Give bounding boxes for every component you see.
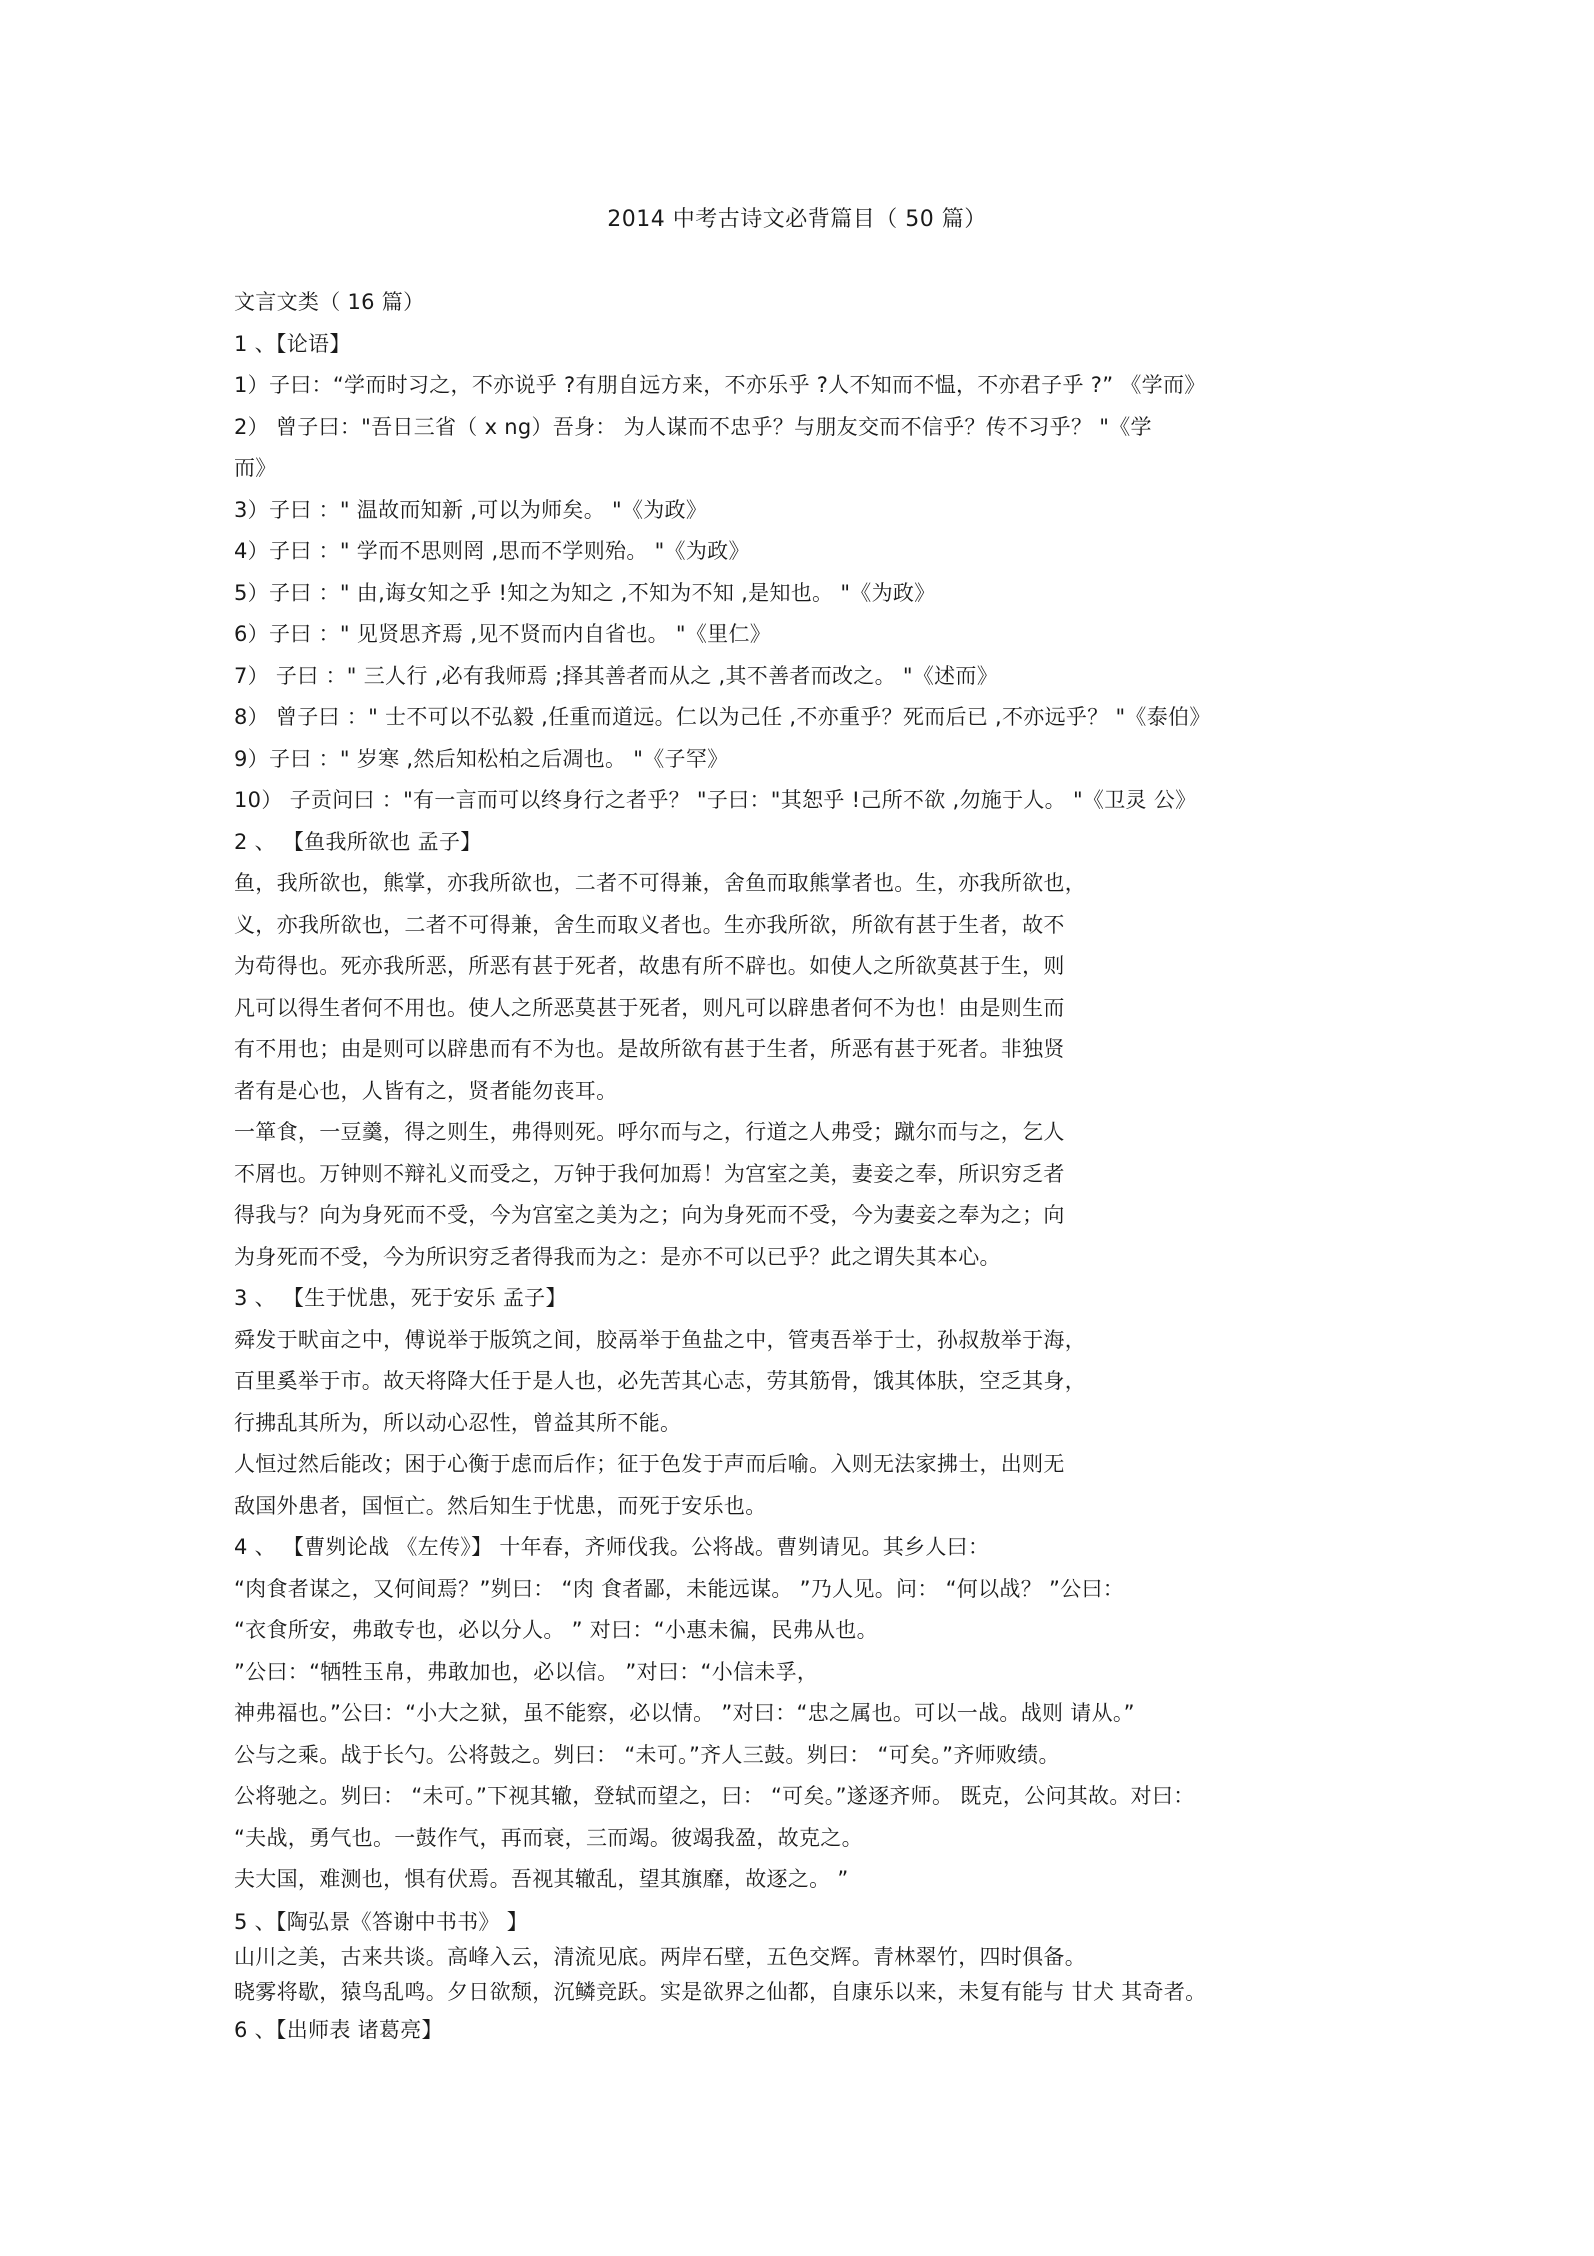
- text-line: 8） 曾子曰 ：" 士不可以不弘毅 ,任重而道远。仁以为己任 ,不亦重乎？死而后已 ,不亦远乎？ "《泰伯》: [234, 705, 1211, 729]
- text-line: “肉食者谋之，又何间焉？”刿曰： “肉 食者鄙，未能远谋。 ”乃人见。问： “何以战？ ”公曰：: [234, 1576, 1125, 1601]
- text-line: 凡可以得生者何不用也。使人之所恶莫甚于死者，则凡可以辟患者何不为也！由是则生而: [234, 995, 1065, 1020]
- text-line: 山川之美，古来共谈。高峰入云，清流见底。两岸石壁，五色交辉。青林翠竹，四时俱备。: [234, 1944, 1086, 1969]
- text-line: 夫大国，难测也，惧有伏焉。吾视其辙乱，望其旗靡，故逐之。 ”: [234, 1867, 849, 1891]
- text-line: 舜发于畎亩之中，傅说举于版筑之间，胶鬲举于鱼盐之中，管夷吾举于士，孙叔敖举于海，: [234, 1327, 1086, 1352]
- item-heading: 2 、 【鱼我所欲也 孟子】: [234, 829, 482, 854]
- document-title: 2014 中考古诗文必背篇目（ 50 篇）: [607, 207, 987, 232]
- text-line: 6）子曰 ：" 见贤思齐焉 ,见不贤而内自省也。 "《里仁》: [234, 622, 772, 646]
- text-line: 得我与？向为身死而不受，今为宫室之美为之；向为身死而不受，今为妻妾之奉为之；向: [234, 1203, 1065, 1227]
- text-line: 神弗福也。”公曰：“小大之狱，虽不能察，必以情。 ”对曰：“忠之属也。可以一战。战则 请从。”: [234, 1701, 1135, 1725]
- text-line: ”公曰：“牺牲玉帛，弗敢加也，必以信。 ”对曰：“小信未孚，: [234, 1659, 819, 1684]
- text-line: 7） 子曰 ：" 三人行 ,必有我师焉 ;择其善者而从之 ,其不善者而改之。 "《述而》: [234, 663, 999, 688]
- text-line: 3）子曰 ：" 温故而知新 ,可以为师矣。 "《为政》: [234, 497, 708, 522]
- text-line: 者有是心也，人皆有之，贤者能勿丧耳。: [234, 1078, 618, 1103]
- text-line: 鱼，我所欲也，熊掌，亦我所欲也，二者不可得兼，舍鱼而取熊掌者也。生，亦我所欲也，: [234, 871, 1086, 895]
- item-heading: 4 、 【曹刿论战 《左传》】 十年春，齐师伐我。公将战。曹刿请见。其乡人曰：: [234, 1535, 990, 1559]
- item-heading: 5 、【陶弘景《答谢中书书》 】: [234, 1909, 529, 1934]
- text-line: 4）子曰 ：" 学而不思则罔 ,思而不学则殆。 "《为政》: [234, 539, 750, 563]
- section-heading: 文言文类（ 16 篇）: [234, 290, 425, 314]
- document-body: [234, 282, 1374, 2051]
- text-line: 行拂乱其所为，所以动心忍性，曾益其所不能。: [234, 1410, 682, 1435]
- text-line: 百里奚举于市。故天将降大任于是人也，必先苦其心志，劳其筋骨，饿其体肤，空乏其身，: [234, 1369, 1086, 1393]
- text-line: 9）子曰 ：" 岁寒 ,然后知松柏之后凋也。 "《子罕》: [234, 746, 729, 771]
- text-line: 5）子曰 ：" 由,诲女知之乎 !知之为知之 ,不知为不知 ,是知也。 "《为政》: [234, 580, 936, 605]
- text-line: 义，亦我所欲也，二者不可得兼，舍生而取义者也。生亦我所欲，所欲有甚于生者，故不: [234, 912, 1065, 937]
- text-line: “衣食所安，弗敢专也，必以分人。 ” 对曰：“小惠未徧，民弗从也。: [234, 1618, 878, 1642]
- text-line: 1）子曰：“学而时习之，不亦说乎 ?有朋自远方来，不亦乐乎 ?人不知而不愠，不亦君子乎 ?” 《学而》: [234, 373, 1206, 397]
- text-line: 人恒过然后能改；困于心衡于虑而后作；征于色发于声而后喻。入则无法家拂士，出则无: [234, 1452, 1065, 1476]
- text-line: 有不用也；由是则可以辟患而有不为也。是故所欲有甚于生者，所恶有甚于死者。非独贤: [234, 1037, 1065, 1061]
- text-line: 10） 子贡问曰 ："有一言而可以终身行之者乎？ "子曰："其恕乎 !己所不欲 ,勿施于人。 "《卫灵 公》: [234, 788, 1197, 812]
- text-line: 不屑也。万钟则不辩礼义而受之，万钟于我何加焉！为宫室之美，妻妾之奉，所识穷乏者: [234, 1161, 1065, 1186]
- text-line: 为苟得也。死亦我所恶，所恶有甚于死者，故患有所不辟也。如使人之所欲莫甚于生，则: [234, 954, 1065, 978]
- text-line: 一箪食，一豆羹，得之则生，弗得则死。呼尔而与之，行道之人弗受；蹴尔而与之，乞人: [234, 1120, 1065, 1144]
- text-line: 为身死而不受，今为所识穷乏者得我而为之：是亦不可以已乎？此之谓失其本心。: [234, 1244, 1001, 1269]
- item-heading: 3 、 【生于忧患，死于安乐 孟子】: [234, 1286, 567, 1310]
- text-line: 公将驰之。刿曰： “未可。”下视其辙，登轼而望之，曰： “可矣。”遂逐齐师。 既克，公问其故。对曰：: [234, 1784, 1195, 1808]
- text-line: 公与之乘。战于长勺。公将鼓之。刿曰： “未可。”齐人三鼓。刿曰： “可矣。”齐师败绩。: [234, 1742, 1060, 1767]
- text-line: “夫战，勇气也。一鼓作气，再而衰，三而竭。彼竭我盈，故克之。: [234, 1825, 863, 1850]
- text-line: 敌国外患者，国恒亡。然后知生于忧患，而死于安乐也。: [234, 1493, 767, 1518]
- text-line: 晓雾将歇，猿鸟乱鸣。夕日欲颓，沉鳞竞跃。实是欲界之仙都，自康乐以来，未复有能与 甘犬 其奇者。: [234, 1979, 1207, 2004]
- item-heading: 6 、【出师表 诸葛亮】: [234, 2017, 443, 2042]
- item-heading: 1 、【论语】: [234, 331, 351, 356]
- text-line: 而》: [234, 456, 277, 480]
- text-line: 2） 曾子曰："吾日三省（ x ng）吾身： 为人谋而不忠乎？与朋友交而不信乎？传不习乎？ "《学: [234, 414, 1152, 439]
